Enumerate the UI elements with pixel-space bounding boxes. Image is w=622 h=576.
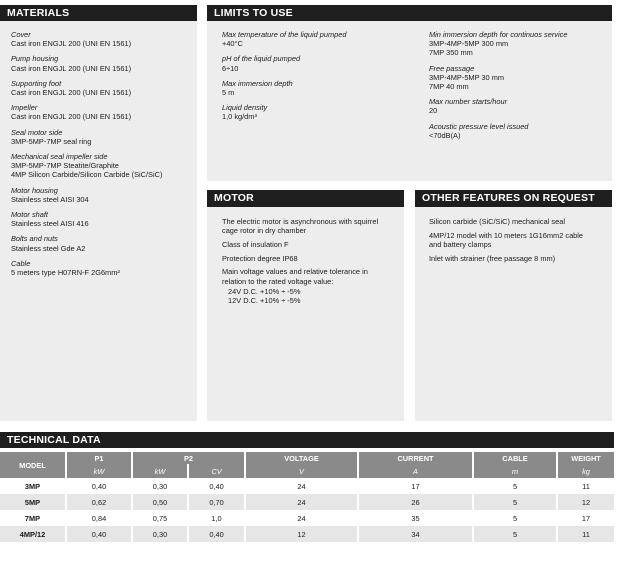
spec-label: pH of the liquid pumped — [222, 54, 301, 64]
spec-value: 3MP-4MP-5MP 30 mm 7MP 40 mm — [429, 72, 505, 92]
cell-model: 4MP/12 — [0, 526, 66, 542]
spec-value: Cast iron ENGJL 200 (UNI EN 1561) — [11, 112, 132, 122]
spec-field — [222, 54, 412, 72]
cell-cable: 5 — [473, 526, 557, 542]
col-voltage: VOLTAGE — [245, 452, 358, 464]
cell-p1: 0,62 — [66, 494, 132, 510]
unit-p2-cv: CV — [188, 464, 245, 478]
spec-value: +40°C — [222, 39, 243, 49]
spec-label: Seal motor side — [11, 127, 63, 137]
spec-value: 20 — [429, 106, 438, 116]
spec-field — [11, 30, 193, 48]
cell-p2-kw: 0,50 — [132, 494, 188, 510]
other-feature-strainer: Inlet with strainer (free passage 8 mm) — [429, 253, 556, 263]
col-p2: P2 — [132, 452, 245, 464]
unit-voltage: V — [245, 464, 358, 478]
unit-cable: m — [473, 464, 557, 478]
cell-model: 3MP — [0, 478, 66, 494]
technical-table — [0, 452, 614, 542]
unit-p1: kW — [66, 464, 132, 478]
cell-current: 26 — [358, 494, 473, 510]
col-current: CURRENT — [358, 452, 473, 464]
cell-cable: 5 — [473, 478, 557, 494]
limits-right-column — [429, 30, 607, 146]
cell-weight: 11 — [557, 478, 614, 494]
limits-header: LIMITS TO USE — [207, 5, 612, 21]
other-feature-seal: Silicon carbide (SiC/SiC) mechanical seal — [429, 217, 565, 226]
spec-value: <70dB(A) — [429, 130, 461, 140]
spec-value: 5 m — [222, 88, 235, 98]
spec-field — [429, 97, 607, 115]
cell-p2-cv: 0,70 — [188, 494, 245, 510]
cell-voltage: 24 — [245, 510, 358, 526]
spec-value: 6÷10 — [222, 63, 239, 73]
spec-label: Motor shaft — [11, 210, 48, 220]
table-row — [0, 526, 614, 542]
unit-p2-kw: kW — [132, 464, 188, 478]
other-header: OTHER FEATURES ON REQUEST — [415, 190, 612, 207]
spec-label: Cable — [11, 258, 31, 268]
spec-label: Max temperature of the liquid pumped — [222, 30, 347, 39]
motor-voltage-24v: 24V D.C. +10% ÷ -5% — [228, 286, 301, 296]
cell-model: 7MP — [0, 510, 66, 526]
other-text — [429, 217, 611, 267]
spec-value: Cast iron ENGJL 200 (UNI EN 1561) — [11, 39, 132, 49]
spec-value: 3MP-5MP-7MP Steatite/Graphite 4MP Silicon Carbide/Silicon Carbide (SiC/SiC) — [11, 161, 163, 180]
cell-p2-cv: 1,0 — [188, 510, 245, 526]
cell-voltage: 24 — [245, 494, 358, 510]
motor-voltage-note: Main voltage values and relative tolerance in relation to the rated voltage value: — [222, 267, 368, 286]
col-p1: P1 — [66, 452, 132, 464]
motor-header: MOTOR — [207, 190, 404, 207]
spec-field — [11, 79, 193, 97]
spec-value: Stainless steel AISI 416 — [11, 219, 89, 229]
spec-value: Stainless steel AISI 304 — [11, 194, 89, 204]
cell-p2-kw: 0,30 — [132, 526, 188, 542]
spec-label: Motor housing — [11, 185, 58, 195]
spec-field — [11, 234, 193, 252]
col-model: MODEL — [0, 452, 66, 478]
spec-value: Stainless steel Gde A2 — [11, 243, 86, 253]
cell-current: 34 — [358, 526, 473, 542]
unit-weight: kg — [557, 464, 614, 478]
spec-value: Cast iron ENGJL 200 (UNI EN 1561) — [11, 88, 132, 98]
spec-field — [222, 30, 412, 48]
spec-label: Pump housing — [11, 54, 59, 64]
spec-value: 3MP-4MP-5MP 300 mm 7MP 350 mm — [429, 39, 509, 58]
spec-label: Max number starts/hour — [429, 97, 508, 107]
motor-voltage-12v: 12V D.C. +10% ÷ -5% — [228, 295, 301, 305]
col-cable: CABLE — [473, 452, 557, 464]
spec-field — [11, 152, 193, 180]
table-row — [0, 478, 614, 494]
cell-p2-kw: 0,30 — [132, 478, 188, 494]
cell-voltage: 12 — [245, 526, 358, 542]
cell-weight: 17 — [557, 510, 614, 526]
spec-field — [222, 79, 412, 97]
spec-field — [429, 122, 607, 140]
spec-value: 5 meters type H07RN-F 2G6mm² — [11, 268, 120, 278]
cell-weight: 12 — [557, 494, 614, 510]
cell-p1: 0,84 — [66, 510, 132, 526]
spec-label: Mechanical seal impeller side — [11, 152, 108, 162]
cell-model: 5MP — [0, 494, 66, 510]
cell-current: 17 — [358, 478, 473, 494]
spec-label: Supporting foot — [11, 78, 62, 88]
spec-label: Bolts and nuts — [11, 234, 58, 244]
motor-insulation: Class of insulation F — [222, 239, 289, 249]
materials-header: MATERIALS — [0, 5, 197, 21]
cell-p2-kw: 0,75 — [132, 510, 188, 526]
spec-value: 1,0 kg/dm³ — [222, 112, 257, 122]
other-feature-cable: 4MP/12 model with 10 meters 1G16mm2 cable and battery clamps — [429, 230, 584, 249]
col-weight: WEIGHT — [557, 452, 614, 464]
cell-cable: 5 — [473, 510, 557, 526]
table-row — [0, 510, 614, 526]
spec-field — [11, 54, 193, 72]
cell-p1: 0,40 — [66, 478, 132, 494]
spec-value: 3MP-5MP-7MP seal ring — [11, 136, 92, 146]
limits-left-column — [222, 30, 412, 128]
spec-field — [11, 259, 193, 277]
spec-label: Liquid density — [222, 103, 268, 113]
spec-label: Impeller — [11, 103, 38, 113]
spec-label: Max immersion depth — [222, 78, 293, 88]
materials-list — [11, 30, 193, 283]
unit-current: A — [358, 464, 473, 478]
cell-cable: 5 — [473, 494, 557, 510]
spec-field — [429, 64, 607, 92]
spec-value: Cast iron ENGJL 200 (UNI EN 1561) — [11, 63, 132, 73]
spec-field — [11, 128, 193, 146]
spec-label: Min immersion depth for continuos service — [429, 30, 568, 39]
cell-p2-cv: 0,40 — [188, 526, 245, 542]
motor-text — [222, 217, 402, 305]
cell-p1: 0,40 — [66, 526, 132, 542]
spec-field — [222, 103, 412, 121]
table-row — [0, 494, 614, 510]
spec-label: Cover — [11, 30, 31, 39]
spec-field — [11, 210, 193, 228]
spec-field — [11, 186, 193, 204]
motor-description: The electric motor is asynchronous with squirrel cage rotor in dry chamber — [222, 217, 379, 236]
technical-header: TECHNICAL DATA — [0, 432, 614, 448]
cell-current: 35 — [358, 510, 473, 526]
cell-voltage: 24 — [245, 478, 358, 494]
motor-protection: Protection degree IP68 — [222, 253, 298, 263]
spec-label: Acoustic pressure level issued — [429, 121, 529, 131]
spec-field — [429, 30, 607, 58]
spec-field — [11, 103, 193, 121]
spec-label: Free passage — [429, 63, 475, 73]
cell-weight: 11 — [557, 526, 614, 542]
cell-p2-cv: 0,40 — [188, 478, 245, 494]
